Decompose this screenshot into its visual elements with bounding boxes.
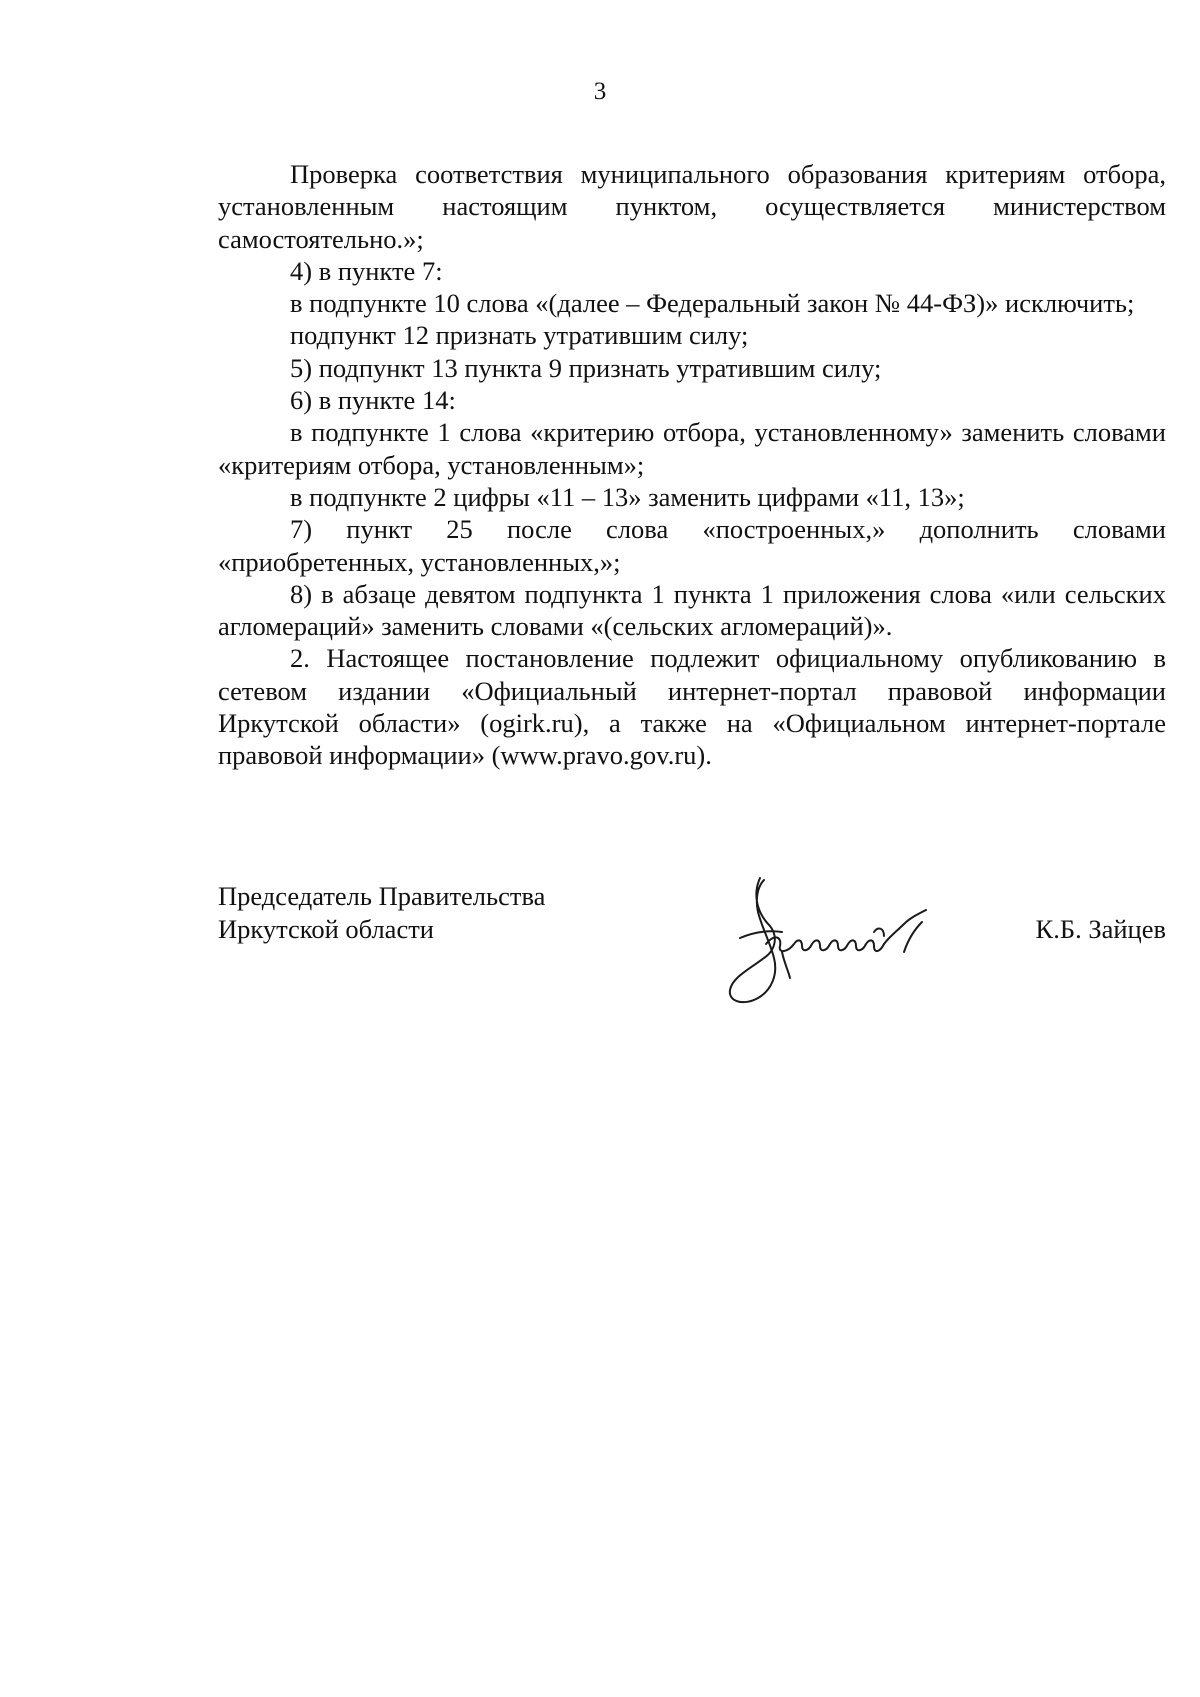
signature-block (218, 880, 1166, 1000)
paragraph: подпункт 12 признать утратившим силу; (290, 320, 749, 351)
paragraph: 8) в абзаце девятом подпункта 1 пункта 1 приложения слова «или сельских агломераций» заменить словами «(сельских агломераций)». (218, 578, 1166, 642)
paragraph: 6) в пункте 14: (290, 385, 456, 416)
signer-title (218, 880, 545, 946)
paragraph: 5) подпункт 13 пункта 9 признать утратившим силу; (290, 352, 882, 383)
paragraph: в подпункте 2 цифры «11 – 13» заменить цифрами «11, 13»; (290, 481, 965, 512)
paragraph: Проверка соответствия муниципального образования критериям отбора, установленным настоящим пунктом, осуществляется министерством самостоятельно.»; (218, 159, 1166, 254)
page-number: 3 (593, 78, 607, 105)
paragraph: в подпункте 1 слова «критерию отбора, установленному» заменить словами «критериям отбора, установленным»; (218, 417, 1166, 480)
paragraph: 2. Настоящее постановление подлежит официальному опубликованию в сетевом издании «Официальный интернет-портал правовой информации Иркутской области» (ogirk.ru), а также на «Официальном интернет-портале правовой информации» (www.pravo.gov.ru). (218, 643, 1166, 771)
paragraph: в подпункте 10 слова «(далее – Федеральный закон № 44-ФЗ)» исключить; (290, 288, 1135, 319)
signer-title-line: Председатель Правительства (218, 881, 546, 911)
signer-title-line: Иркутской области (218, 914, 434, 944)
handwritten-signature (718, 866, 958, 1006)
paragraph: 4) в пункте 7: (290, 255, 443, 286)
signer-name: К.Б. Зайцев (1035, 914, 1166, 944)
paragraph: 7) пункт 25 после слова «построенных,» дополнить словами «приобретенных, установленных,»; (218, 514, 1166, 577)
document-body (218, 158, 1166, 772)
